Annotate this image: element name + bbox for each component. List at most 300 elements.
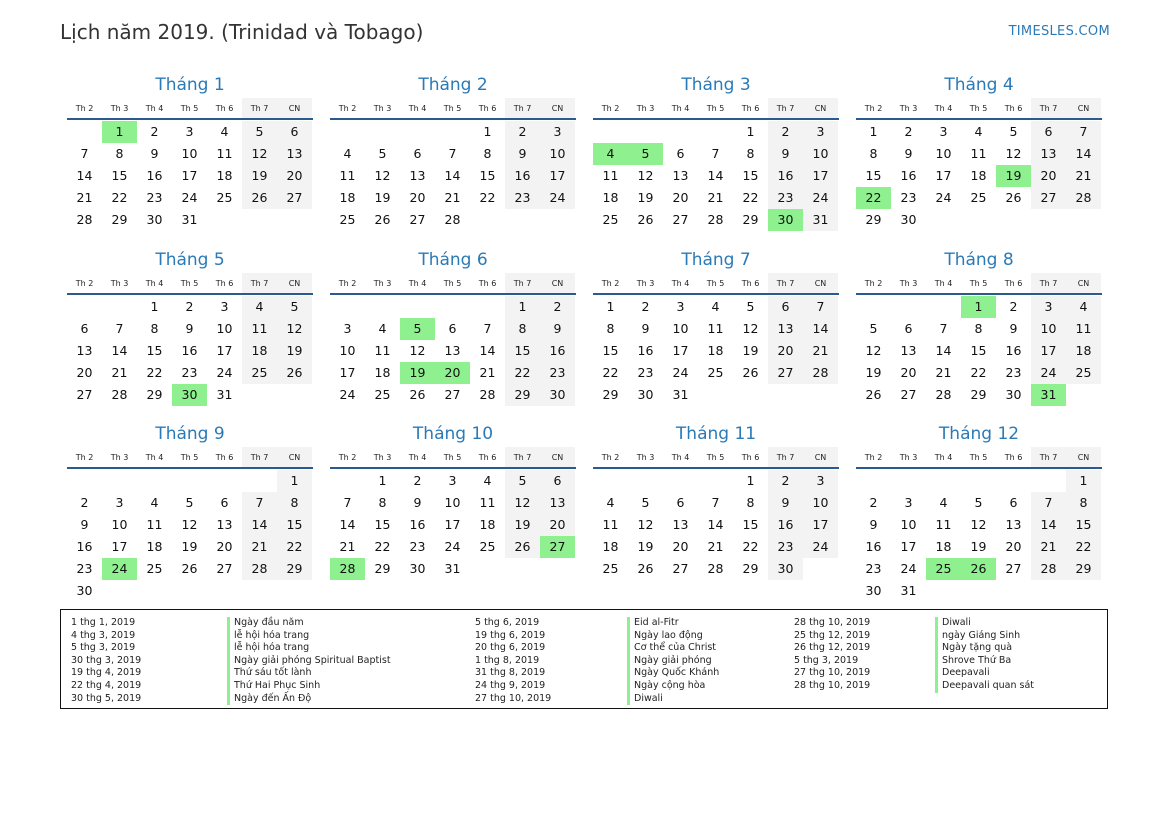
legend-holiday-name: Eid al-Fitr: [634, 617, 679, 628]
weekday-label: Th 2: [75, 104, 94, 113]
weekday-label: Th 4: [934, 279, 953, 288]
day-cell: 6: [1031, 121, 1066, 143]
month-title: Tháng 1: [155, 75, 225, 95]
day-cell: 14: [707, 168, 724, 183]
weekday-label: Th 7: [242, 98, 277, 118]
weekday-header: [593, 98, 839, 120]
holiday-day-cell: 25: [926, 558, 961, 580]
day-cell: 19: [374, 190, 391, 205]
day-cell: 29: [865, 212, 882, 227]
day-cell: 26: [742, 365, 759, 380]
month-calendar: [856, 421, 1102, 602]
holiday-day-cell: 31: [1031, 384, 1066, 406]
week-row: [67, 362, 313, 384]
week-row: [67, 470, 313, 492]
day-cell: 27: [277, 187, 312, 209]
day-cell: 13: [1031, 143, 1066, 165]
day-cell: 17: [540, 165, 575, 187]
day-cell: 1: [746, 473, 755, 488]
weekday-label: Th 2: [864, 279, 883, 288]
day-cell: 3: [1031, 296, 1066, 318]
legend-holiday-name: Ngày lao động: [634, 629, 703, 641]
day-cell: 5: [277, 296, 312, 318]
weekday-label: Th 3: [636, 279, 655, 288]
day-cell: 11: [602, 168, 619, 183]
empty-day-cell: [1031, 580, 1066, 602]
legend-date: 27 thg 10, 2019: [794, 667, 871, 679]
week-row: [593, 340, 839, 362]
day-cell: 13: [672, 168, 689, 183]
day-cell: 17: [672, 343, 689, 358]
week-row: [593, 296, 839, 318]
page-title: Lịch năm 2019. (Trinidad và Tobago): [60, 20, 424, 44]
day-cell: 27: [672, 212, 689, 227]
day-cell: 11: [216, 146, 233, 161]
day-cell: 8: [483, 146, 492, 161]
week-row: [67, 143, 313, 165]
weekday-label: Th 3: [899, 453, 918, 462]
day-cell: 28: [1031, 558, 1066, 580]
weekday-label: CN: [540, 273, 575, 293]
day-cell: 17: [803, 165, 838, 187]
day-cell: 4: [483, 473, 492, 488]
empty-day-cell: [330, 470, 365, 492]
day-cell: 5: [378, 146, 387, 161]
day-cell: 12: [1005, 146, 1022, 161]
holiday-day-cell: 5: [628, 143, 663, 165]
month-title: Tháng 6: [418, 250, 488, 270]
day-cell: 4: [150, 495, 159, 510]
empty-day-cell: [400, 296, 435, 318]
day-cell: 6: [676, 495, 685, 510]
weekday-label: CN: [540, 98, 575, 118]
day-cell: 1: [483, 124, 492, 139]
day-cell: 12: [374, 168, 391, 183]
empty-day-cell: [856, 296, 891, 318]
week-row: [67, 121, 313, 143]
day-cell: 29: [1066, 558, 1101, 580]
day-cell: 27: [76, 387, 93, 402]
holiday-day-cell: 19: [400, 362, 435, 384]
legend-date: 20 thg 6, 2019: [475, 642, 546, 654]
day-cell: 30: [1005, 387, 1022, 402]
weekday-label: Th 3: [373, 104, 392, 113]
month-title: Tháng 9: [155, 424, 225, 444]
weekday-label: CN: [277, 273, 312, 293]
legend-date: 28 thg 10, 2019: [794, 679, 871, 691]
week-row: [67, 187, 313, 209]
day-cell: 25: [216, 190, 233, 205]
day-cell: 24: [803, 187, 838, 209]
empty-day-cell: [926, 209, 961, 231]
week-row: [593, 187, 839, 209]
weekday-label: Th 4: [408, 453, 427, 462]
day-cell: 2: [869, 495, 878, 510]
day-cell: 2: [1009, 299, 1018, 314]
day-cell: 6: [540, 470, 575, 492]
day-cell: 2: [768, 470, 803, 492]
legend-date: 5 thg 3, 2019: [794, 654, 859, 666]
week-row: [593, 121, 839, 143]
day-cell: 1: [277, 470, 312, 492]
day-cell: 20: [768, 340, 803, 362]
weekday-label: Th 4: [145, 453, 164, 462]
day-cell: 21: [1031, 536, 1066, 558]
day-cell: 11: [339, 168, 356, 183]
week-row: [593, 165, 839, 187]
empty-day-cell: [207, 209, 242, 231]
empty-day-cell: [207, 580, 242, 602]
day-cell: 13: [672, 517, 689, 532]
day-cell: 1: [869, 124, 878, 139]
day-cell: 20: [76, 365, 93, 380]
day-cell: 29: [602, 387, 619, 402]
day-cell: 25: [602, 212, 619, 227]
legend-holiday-name: Ngày cộng hòa: [634, 679, 706, 691]
weekday-label: Th 6: [478, 453, 497, 462]
day-cell: 26: [374, 212, 391, 227]
week-row: [330, 121, 576, 143]
day-cell: 7: [343, 495, 352, 510]
day-cell: 7: [115, 321, 124, 336]
day-cell: 15: [374, 517, 391, 532]
empty-day-cell: [1066, 384, 1101, 406]
weekday-label: Th 3: [899, 104, 918, 113]
day-cell: 20: [1005, 539, 1022, 554]
month-calendar: [593, 421, 839, 580]
day-cell: 19: [742, 343, 759, 358]
day-cell: 5: [505, 470, 540, 492]
weekday-label: Th 3: [899, 279, 918, 288]
day-cell: 28: [707, 561, 724, 576]
legend-date: 1 thg 8, 2019: [475, 654, 540, 666]
weekday-label: Th 6: [1004, 279, 1023, 288]
weekday-label: Th 4: [145, 279, 164, 288]
day-cell: 4: [220, 124, 229, 139]
day-cell: 28: [803, 362, 838, 384]
empty-day-cell: [242, 209, 277, 231]
day-cell: 27: [672, 561, 689, 576]
empty-day-cell: [593, 470, 628, 492]
day-cell: 3: [803, 470, 838, 492]
weekday-label: Th 5: [969, 453, 988, 462]
months-grid: [67, 72, 1103, 602]
holiday-day-cell: 22: [856, 187, 891, 209]
day-cell: 19: [505, 514, 540, 536]
day-cell: 17: [111, 539, 128, 554]
week-row: [67, 296, 313, 318]
day-cell: 29: [111, 212, 128, 227]
day-cell: 27: [216, 561, 233, 576]
empty-day-cell: [698, 121, 733, 143]
weekday-label: Th 5: [443, 279, 462, 288]
day-cell: 3: [185, 124, 194, 139]
site-link[interactable]: TIMESLES.COM: [1008, 24, 1110, 39]
month-calendar: [593, 72, 839, 231]
day-cell: 31: [803, 209, 838, 231]
week-row: [856, 187, 1102, 209]
weekday-header: [856, 98, 1102, 120]
day-cell: 7: [711, 495, 720, 510]
week-row: [856, 165, 1102, 187]
week-row: [856, 143, 1102, 165]
week-row: [330, 514, 576, 536]
day-cell: 11: [707, 321, 724, 336]
weekday-label: Th 6: [741, 279, 760, 288]
holiday-day-cell: 1: [102, 121, 137, 143]
day-cell: 23: [768, 536, 803, 558]
day-cell: 29: [742, 212, 759, 227]
day-cell: 24: [900, 561, 917, 576]
empty-day-cell: [470, 296, 505, 318]
weekday-label: Th 7: [1031, 447, 1066, 467]
day-cell: 16: [1005, 343, 1022, 358]
day-cell: 13: [409, 168, 426, 183]
day-cell: 2: [641, 299, 650, 314]
day-cell: 15: [602, 343, 619, 358]
legend-holiday-name: Thứ Hai Phục Sinh: [234, 679, 321, 691]
weekday-header: [67, 98, 313, 120]
week-row: [856, 536, 1102, 558]
day-cell: 19: [865, 365, 882, 380]
week-row: [856, 514, 1102, 536]
weekday-label: CN: [803, 447, 838, 467]
day-cell: 8: [115, 146, 124, 161]
empty-day-cell: [803, 558, 838, 580]
day-cell: 4: [711, 299, 720, 314]
weekday-label: Th 6: [741, 453, 760, 462]
day-cell: 6: [80, 321, 89, 336]
week-row: [856, 121, 1102, 143]
day-cell: 29: [970, 387, 987, 402]
day-cell: 18: [339, 190, 356, 205]
day-cell: 6: [277, 121, 312, 143]
day-cell: 5: [185, 495, 194, 510]
day-cell: 1: [606, 299, 615, 314]
day-cell: 14: [111, 343, 128, 358]
day-cell: 25: [242, 362, 277, 384]
day-cell: 23: [505, 187, 540, 209]
weekday-label: Th 7: [505, 273, 540, 293]
day-cell: 3: [448, 473, 457, 488]
weekday-label: Th 2: [75, 453, 94, 462]
day-cell: 18: [479, 517, 496, 532]
legend-date: 30 thg 5, 2019: [71, 692, 142, 704]
day-cell: 11: [479, 495, 496, 510]
legend-holiday-name: Shrove Thứ Ba: [942, 654, 1012, 666]
month-title: Tháng 3: [681, 75, 751, 95]
week-row: [856, 318, 1102, 340]
day-cell: 12: [181, 517, 198, 532]
day-cell: 22: [374, 539, 391, 554]
day-cell: 8: [1066, 492, 1101, 514]
day-cell: 15: [277, 514, 312, 536]
day-cell: 28: [707, 212, 724, 227]
weekday-label: Th 6: [215, 279, 234, 288]
empty-day-cell: [891, 296, 926, 318]
day-cell: 24: [181, 190, 198, 205]
week-row: [330, 558, 576, 580]
day-cell: 21: [111, 365, 128, 380]
day-cell: 2: [413, 473, 422, 488]
day-cell: 14: [339, 517, 356, 532]
week-row: [67, 558, 313, 580]
day-cell: 2: [768, 121, 803, 143]
legend-holiday-name: Ngày đến Ấn Độ: [234, 692, 312, 704]
day-cell: 9: [768, 143, 803, 165]
empty-day-cell: [1066, 580, 1101, 602]
empty-day-cell: [277, 384, 312, 406]
day-cell: 11: [146, 517, 163, 532]
legend-name-column: [627, 617, 719, 705]
weekday-label: Th 5: [969, 104, 988, 113]
day-cell: 23: [146, 190, 163, 205]
day-cell: 15: [146, 343, 163, 358]
month-title: Tháng 11: [675, 424, 757, 444]
week-row: [593, 536, 839, 558]
day-cell: 8: [606, 321, 615, 336]
week-row: [330, 209, 576, 231]
empty-day-cell: [505, 558, 540, 580]
day-cell: 6: [904, 321, 913, 336]
day-cell: 6: [676, 146, 685, 161]
empty-day-cell: [926, 296, 961, 318]
day-cell: 12: [970, 517, 987, 532]
day-cell: 14: [242, 514, 277, 536]
week-row: [856, 340, 1102, 362]
day-cell: 25: [707, 365, 724, 380]
day-cell: 18: [970, 168, 987, 183]
empty-day-cell: [891, 470, 926, 492]
empty-day-cell: [330, 121, 365, 143]
day-cell: 23: [1005, 365, 1022, 380]
day-cell: 3: [540, 121, 575, 143]
empty-day-cell: [242, 384, 277, 406]
weekday-label: Th 7: [768, 447, 803, 467]
weekday-label: Th 5: [180, 104, 199, 113]
day-cell: 22: [1066, 536, 1101, 558]
day-cell: 15: [742, 517, 759, 532]
weekday-header: [330, 98, 576, 120]
month-title: Tháng 2: [418, 75, 488, 95]
weekday-label: Th 4: [671, 453, 690, 462]
day-cell: 1: [150, 299, 159, 314]
day-cell: 12: [505, 492, 540, 514]
holiday-day-cell: 27: [540, 536, 575, 558]
weekday-header: [593, 273, 839, 295]
weekday-header: [67, 447, 313, 469]
weekday-label: Th 2: [601, 279, 620, 288]
day-cell: 21: [935, 365, 952, 380]
day-cell: 21: [444, 190, 461, 205]
weekday-label: Th 4: [934, 453, 953, 462]
day-cell: 27: [409, 212, 426, 227]
legend-date: 5 thg 3, 2019: [71, 642, 136, 654]
week-row: [593, 362, 839, 384]
day-cell: 26: [1005, 190, 1022, 205]
day-cell: 7: [1066, 121, 1101, 143]
day-cell: 30: [409, 561, 426, 576]
empty-day-cell: [330, 296, 365, 318]
day-cell: 20: [409, 190, 426, 205]
weekday-label: Th 6: [1004, 453, 1023, 462]
legend-date-column: [475, 617, 551, 705]
legend-date: 24 thg 9, 2019: [475, 679, 546, 691]
day-cell: 10: [900, 517, 917, 532]
empty-day-cell: [926, 470, 961, 492]
day-cell: 28: [242, 558, 277, 580]
legend-holiday-name: Ngày Quốc Khánh: [634, 667, 720, 679]
empty-day-cell: [698, 470, 733, 492]
weekday-label: Th 7: [242, 447, 277, 467]
legend-date-column: [794, 617, 870, 693]
day-cell: 8: [378, 495, 387, 510]
weekday-label: Th 7: [505, 447, 540, 467]
day-cell: 7: [803, 296, 838, 318]
week-row: [67, 384, 313, 406]
day-cell: 15: [505, 340, 540, 362]
weekday-label: Th 4: [408, 104, 427, 113]
day-cell: 30: [865, 583, 882, 598]
empty-day-cell: [470, 558, 505, 580]
day-cell: 25: [146, 561, 163, 576]
weekday-label: CN: [277, 447, 312, 467]
day-cell: 31: [444, 561, 461, 576]
week-row: [856, 296, 1102, 318]
empty-day-cell: [698, 384, 733, 406]
day-cell: 30: [900, 212, 917, 227]
empty-day-cell: [172, 470, 207, 492]
day-cell: 28: [935, 387, 952, 402]
legend-date: 19 thg 6, 2019: [475, 629, 546, 641]
empty-day-cell: [470, 209, 505, 231]
day-cell: 19: [181, 539, 198, 554]
weekday-label: Th 5: [706, 104, 725, 113]
weekday-label: Th 2: [864, 104, 883, 113]
weekday-label: Th 7: [1031, 273, 1066, 293]
day-cell: 17: [444, 517, 461, 532]
day-cell: 15: [970, 343, 987, 358]
day-cell: 3: [115, 495, 124, 510]
weekday-label: CN: [803, 98, 838, 118]
month-title: Tháng 7: [681, 250, 751, 270]
weekday-label: Th 3: [110, 279, 129, 288]
day-cell: 24: [216, 365, 233, 380]
day-cell: 28: [76, 212, 93, 227]
legend-date: 25 thg 12, 2019: [794, 629, 871, 641]
holiday-day-cell: 30: [768, 209, 803, 231]
day-cell: 12: [865, 343, 882, 358]
legend-name-column: [935, 617, 1034, 693]
day-cell: 8: [746, 146, 755, 161]
empty-day-cell: [996, 470, 1031, 492]
weekday-header: [856, 273, 1102, 295]
day-cell: 4: [343, 146, 352, 161]
legend-date: 5 thg 6, 2019: [475, 617, 540, 628]
day-cell: 27: [1031, 187, 1066, 209]
day-cell: 26: [865, 387, 882, 402]
day-cell: 20: [1031, 165, 1066, 187]
day-cell: 18: [1066, 340, 1101, 362]
day-cell: 30: [768, 558, 803, 580]
day-cell: 25: [602, 561, 619, 576]
day-cell: 20: [672, 539, 689, 554]
day-cell: 22: [742, 539, 759, 554]
day-cell: 8: [869, 146, 878, 161]
day-cell: 28: [444, 212, 461, 227]
week-row: [330, 470, 576, 492]
weekday-label: Th 5: [180, 279, 199, 288]
